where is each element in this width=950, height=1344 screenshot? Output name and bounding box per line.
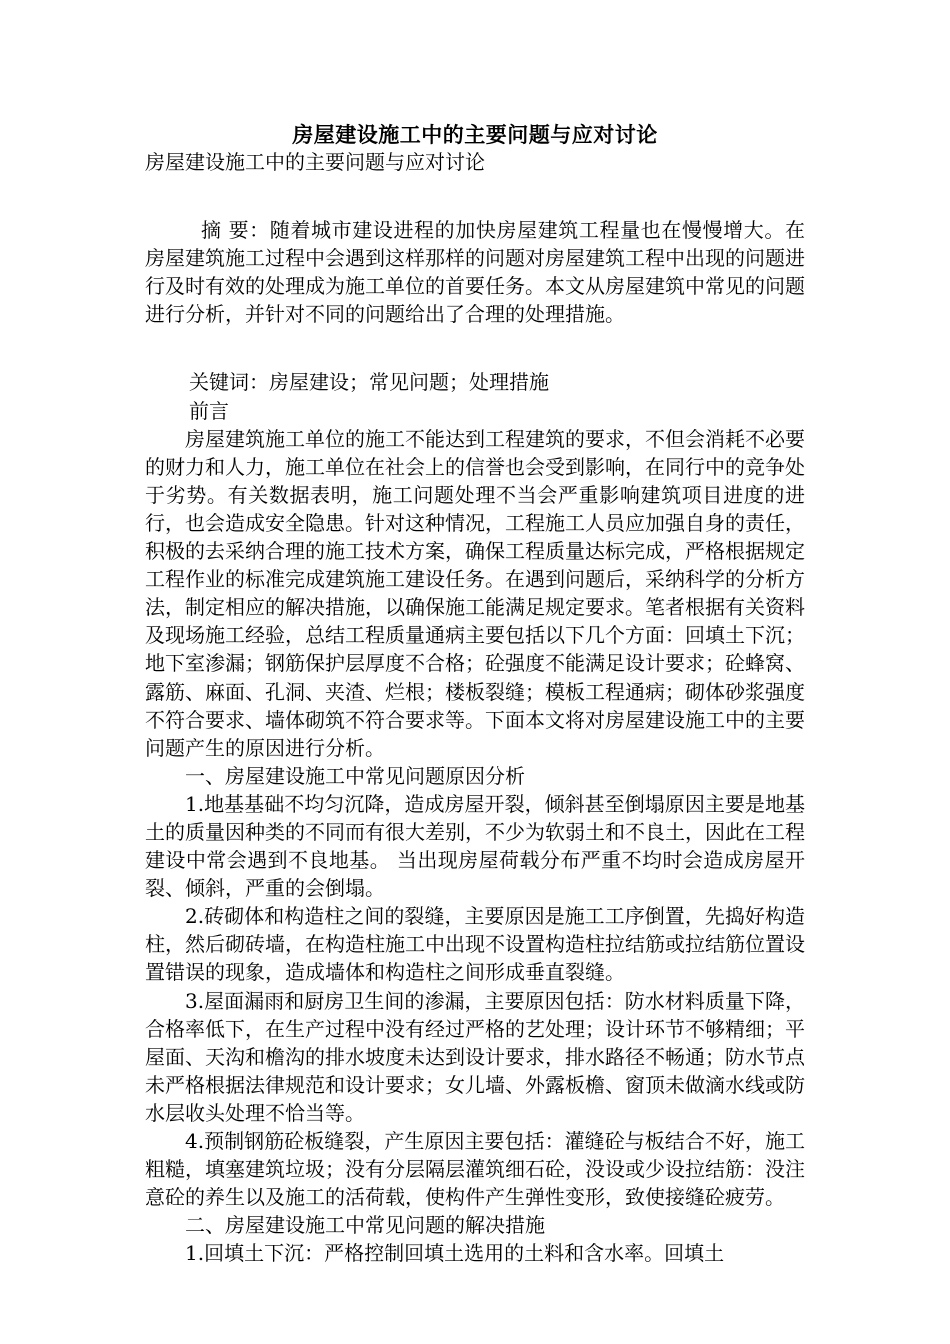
cause-item-3: 3.屋面漏雨和厨房卫生间的渗漏，主要原因包括：防水材料质量下降，合格率低下，在生产过程中没有经过严格的艺处理；设计环节不够精细；平屋面、天沟和檐沟的排水坡度未达到设计要求，排水路径不畅通；防水节点未严格根据法律规范和设计要求；女儿墙、外露板檐、窗顶未做滴水线或防水层收头处理不恰当等。 bbox=[145, 988, 805, 1125]
cause-item-2: 2.砖砌体和构造柱之间的裂缝，主要原因是施工工序倒置，先捣好构造柱，然后砌砖墙，在构造柱施工中出现不设置构造柱拉结筋或拉结筋位置设置错误的现象，造成墙体和构造柱之间形成垂直裂缝。 bbox=[145, 904, 805, 985]
section-heading-causes: 一、房屋建设施工中常见问题原因分析 bbox=[185, 763, 525, 788]
cause-item-4: 4.预制钢筋砼板缝裂，产生原因主要包括：灌缝砼与板结合不好，施工粗糙，填塞建筑垃圾；没有分层隔层灌筑细石砼，没设或少设拉结筋：没注意砼的养生以及施工的活荷载，使构件产生弹性变形，致使接缝砼疲劳。 bbox=[145, 1129, 805, 1210]
preface-heading: 前言 bbox=[189, 398, 229, 423]
spacer bbox=[145, 176, 805, 216]
cause-item-1: 1.地基基础不均匀沉降，造成房屋开裂，倾斜甚至倒塌原因主要是地基土的质量因种类的不同而有很大差别，不少为软弱土和不良土，因此在工程建设中常会遇到不良地基。 当出现房屋荷载分布严重不均时会造成房屋开裂、倾斜，严重的会倒塌。 bbox=[145, 791, 805, 901]
spacer bbox=[145, 328, 805, 368]
solution-item-1: 1.回填土下沉：严格控制回填土选用的土料和含水率。回填土 bbox=[185, 1241, 725, 1266]
document-subtitle: 房屋建设施工中的主要问题与应对讨论 bbox=[145, 150, 485, 174]
preface-paragraph: 房屋建筑施工单位的施工不能达到工程建筑的要求，不但会消耗不必要的财力和人力，施工单位在社会上的信誉也会受到影响，在同行中的竞争处于劣势。有关数据表明，施工问题处理不当会严重影响建筑项目进度的进行，也会造成安全隐患。针对这种情况，工程施工人员应加强自身的责任，积极的去采纳合理的施工技术方案，确保工程质量达标完成，严格根据规定工程作业的标准完成建筑施工建设任务。在遇到问题后，采纳科学的分析方法，制定相应的解决措施，以确保施工能满足规定要求。笔者根据有关资料及现场施工经验，总结工程质量通病主要包括以下几个方面：回填土下沉；地下室渗漏；钢筋保护层厚度不合格；砼强度不能满足设计要求；砼蜂窝、露筋、麻面、孔洞、夹渣、烂根；楼板裂缝；模板工程通病；砌体砂浆强度不符合要求、墙体砌筑不符合要求等。下面本文将对房屋建设施工中的主要问题产生的原因进行分析。 bbox=[145, 426, 805, 760]
keywords-line: 关键词：房屋建设；常见问题；处理措施 bbox=[189, 370, 549, 395]
section-heading-solutions: 二、房屋建设施工中常见问题的解决措施 bbox=[185, 1213, 545, 1238]
document-title: 房屋建设施工中的主要问题与应对讨论 bbox=[292, 122, 658, 147]
document-body bbox=[145, 148, 805, 1267]
abstract-paragraph: 摘 要：随着城市建设进程的加快房屋建筑工程量也在慢慢增大。在房屋建筑施工过程中会遇到这样那样的问题对房屋建筑工程中出现的问题进行及时有效的处理成为施工单位的首要任务。本文从房屋建筑中常见的问题进行分析，并针对不同的问题给出了合理的处理措施。 bbox=[145, 218, 805, 327]
